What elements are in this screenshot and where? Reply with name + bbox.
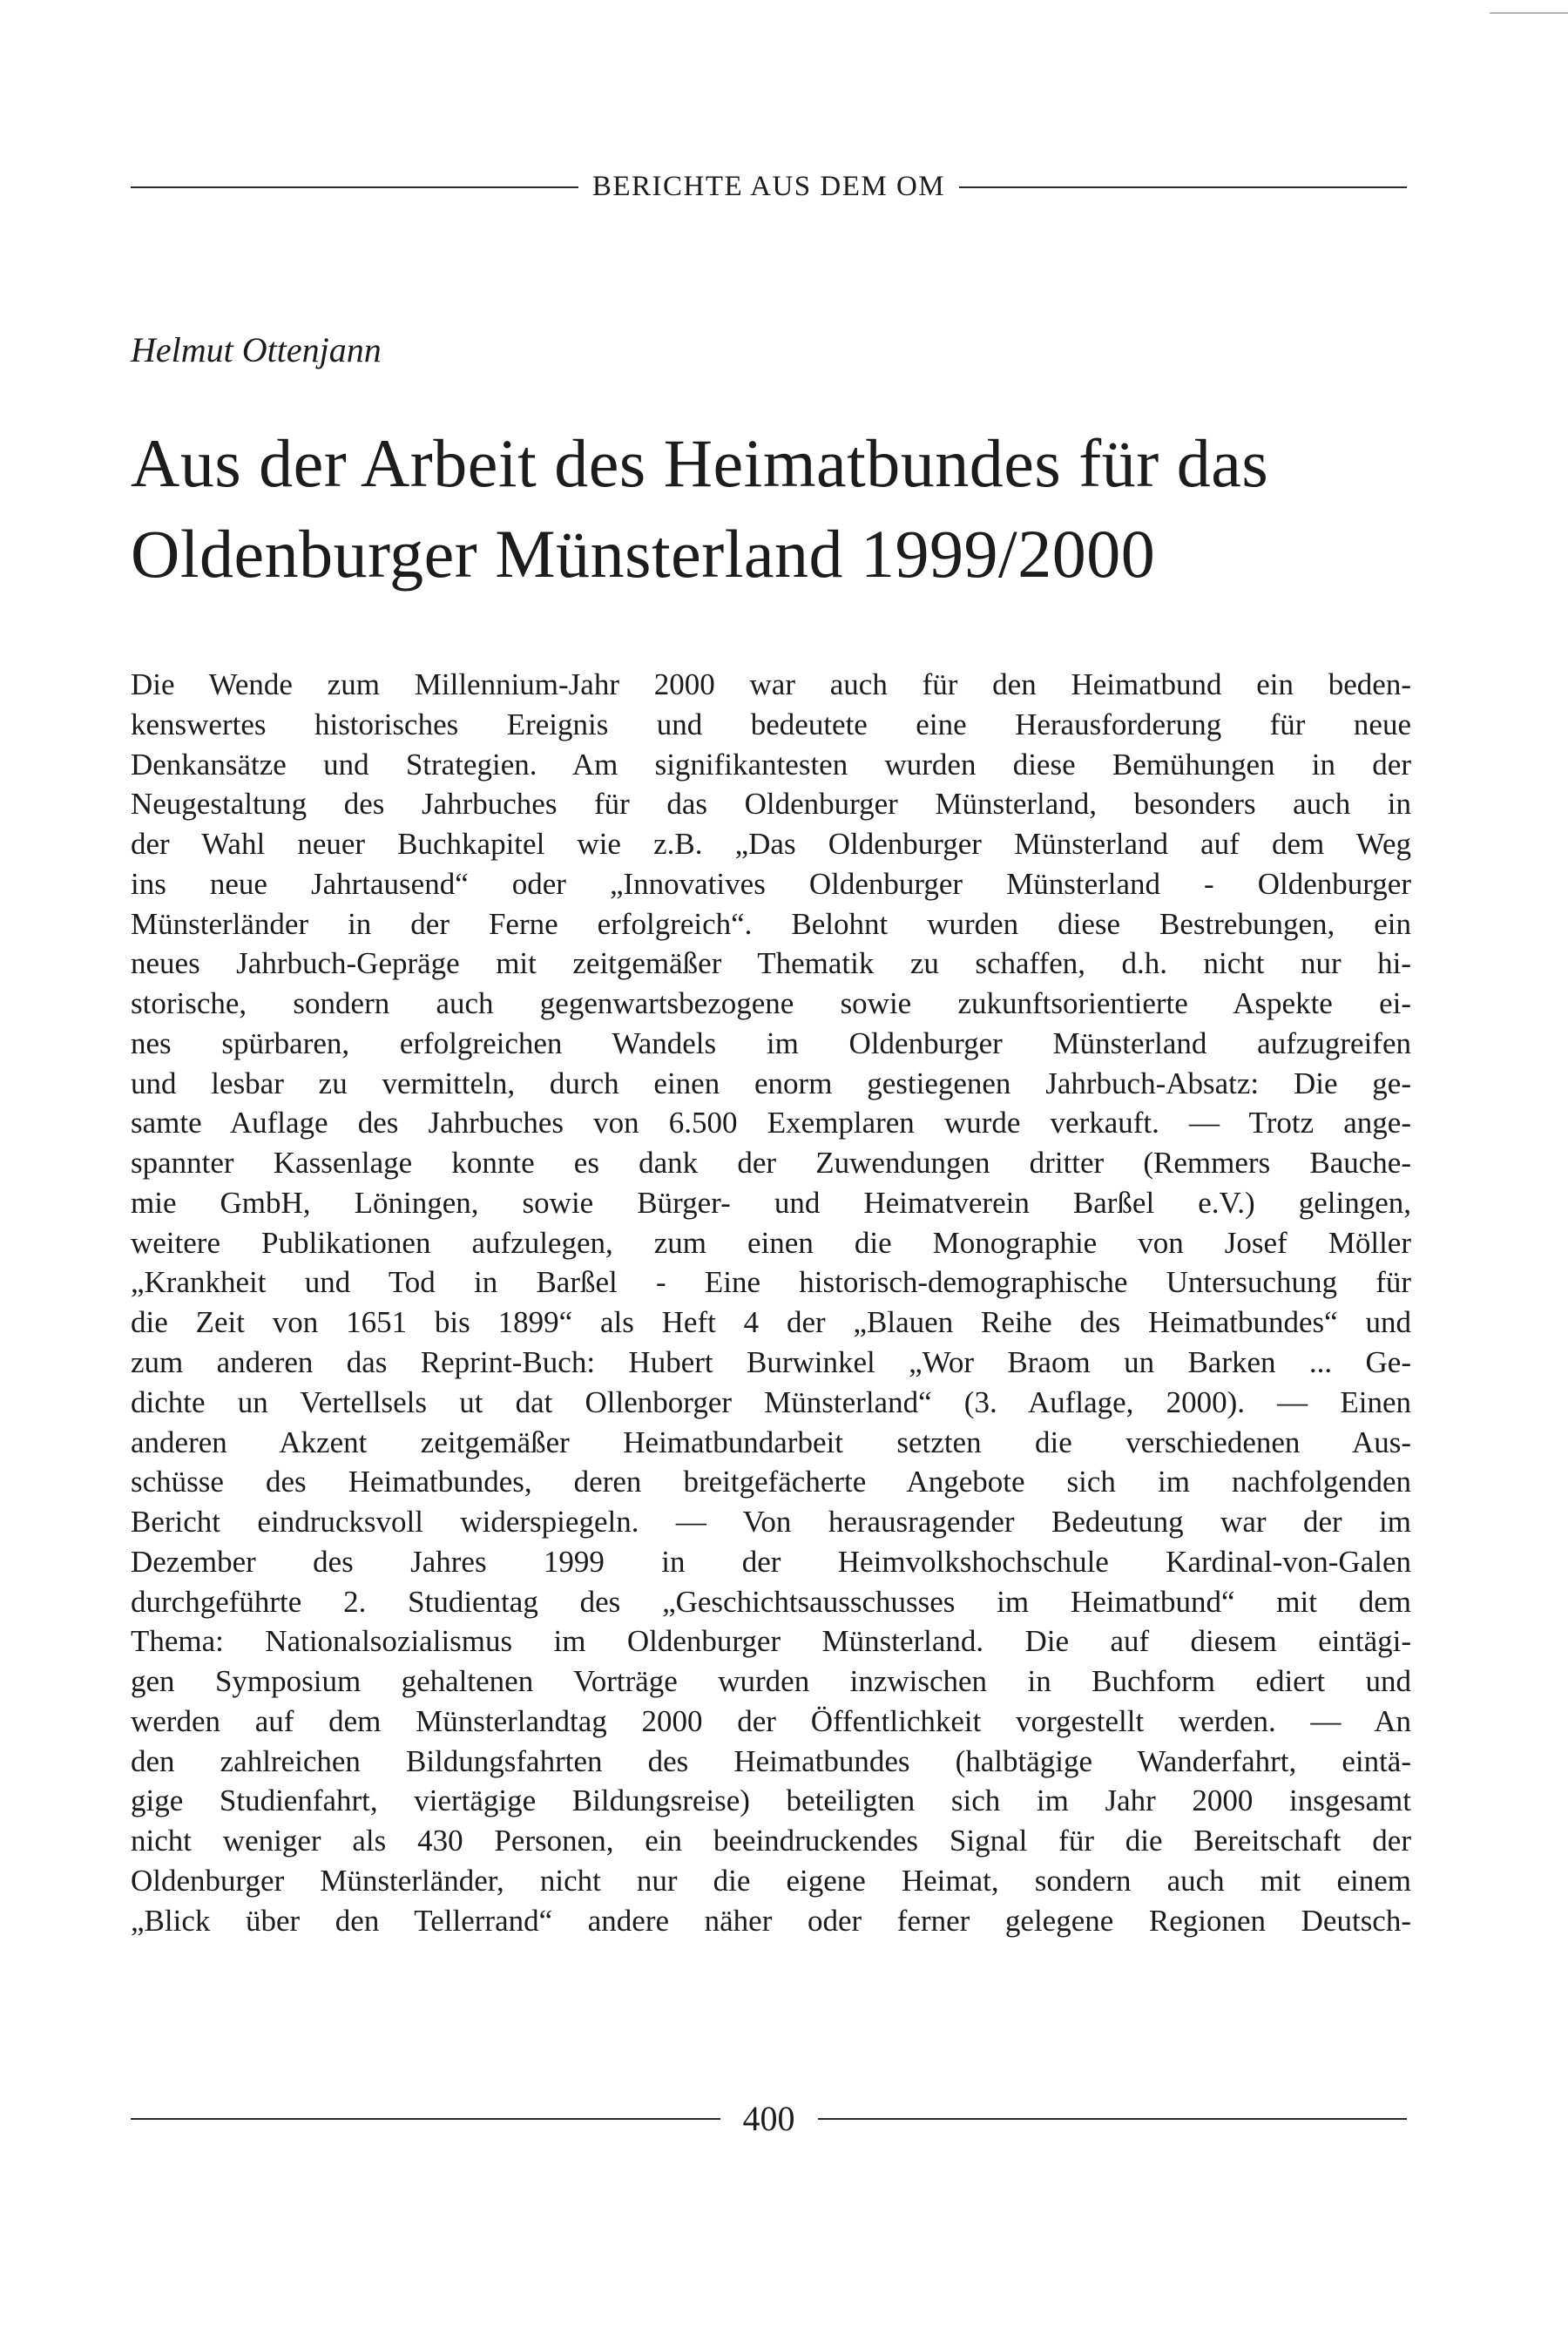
body-text-line: Münsterländer in der Ferne erfolgreich“. Belohnt wurden diese Bestrebungen, ein	[131, 906, 1411, 941]
running-head-text: BERICHTE AUS DEM OM	[591, 171, 946, 202]
body-text-line: Denkansätze und Strategien. Am signifikantesten wurden diese Bemühungen in der	[131, 747, 1411, 782]
article-author: Helmut Ottenjann	[131, 330, 382, 369]
body-text-line: Oldenburger Münsterländer, nicht nur die eigene Heimat, sondern auch mit einem	[131, 1863, 1411, 1898]
page-footer	[131, 2098, 1407, 2139]
article-title-line: Oldenburger Münsterland 1999/2000	[131, 516, 1156, 592]
body-text-line: neues Jahrbuch-Gepräge mit zeitgemäßer Thematik zu schaffen, d.h. nicht nur hi-	[131, 946, 1411, 981]
body-text-line: mie GmbH, Löningen, sowie Bürger- und Heimatverein Barßel e.V.) gelingen,	[131, 1185, 1411, 1220]
body-text-line: Bericht eindrucksvoll widerspiegeln. — Von herausragender Bedeutung war der im	[131, 1505, 1411, 1540]
body-text-line: schüsse des Heimatbundes, deren breitgefächerte Angebote sich im nachfolgenden	[131, 1465, 1411, 1499]
body-text-line: der Wahl neuer Buchkapitel wie z.B. „Das Oldenburger Münsterland auf dem Weg	[131, 827, 1411, 862]
body-text-line: weitere Publikationen aufzulegen, zum einen die Monographie von Josef Möller	[131, 1225, 1411, 1260]
body-text-line: samte Auflage des Jahrbuches von 6.500 Exemplaren wurde verkauft. — Trotz ange-	[131, 1106, 1411, 1140]
footer-rule-left	[131, 2118, 720, 2120]
body-text-line: „Krankheit und Tod in Barßel - Eine historisch-demographische Untersuchung für	[131, 1265, 1411, 1300]
body-text-line: dichte un Vertellsels ut dat Ollenborger Münsterland“ (3. Auflage, 2000). — Einen	[131, 1384, 1411, 1419]
running-head-rule-right	[959, 186, 1407, 188]
body-text-line: zum anderen das Reprint-Buch: Hubert Burwinkel „Wor Braom un Barken ... Ge-	[131, 1345, 1411, 1380]
body-text-line: Thema: Nationalsozialismus im Oldenburger Münsterland. Die auf diesem eintägi-	[131, 1624, 1411, 1659]
body-text-line: anderen Akzent zeitgemäßer Heimatbundarbeit setzten die verschiedenen Aus-	[131, 1425, 1411, 1459]
body-text-line: den zahlreichen Bildungsfahrten des Heimatbundes (halbtägige Wanderfahrt, eintä-	[131, 1743, 1411, 1778]
body-text-line: ins neue Jahrtausend“ oder „Innovatives Oldenburger Münsterland - Oldenburger	[131, 866, 1411, 901]
body-text-line: nes spürbaren, erfolgreichen Wandels im Oldenburger Münsterland aufzugreifen	[131, 1025, 1411, 1060]
article-title	[131, 418, 1411, 599]
scan-edge-mark	[1490, 12, 1568, 14]
body-text-line: kenswertes historisches Ereignis und bedeutete eine Herausforderung für neue	[131, 707, 1411, 741]
body-text-line: Dezember des Jahres 1999 in der Heimvolkshochschule Kardinal-von-Galen	[131, 1544, 1411, 1579]
running-head-rule-left	[131, 186, 578, 188]
body-text-line: gige Studienfahrt, viertägige Bildungsreise) beteiligten sich im Jahr 2000 insgesamt	[131, 1783, 1411, 1818]
body-text-line: und lesbar zu vermitteln, durch einen enorm gestiegenen Jahrbuch-Absatz: Die ge-	[131, 1066, 1411, 1100]
body-text-line: storische, sondern auch gegenwartsbezogene sowie zukunftsorientierte Aspekte ei-	[131, 986, 1411, 1021]
page-number: 400	[742, 2099, 795, 2138]
body-text-line: „Blick über den Tellerrand“ andere näher oder ferner gelegene Regionen Deutsch-	[131, 1903, 1411, 1938]
body-text-line: Neugestaltung des Jahrbuches für das Oldenburger Münsterland, besonders auch in	[131, 787, 1411, 822]
body-text-line: spannter Kassenlage konnte es dank der Zuwendungen dritter (Remmers Bauche-	[131, 1146, 1411, 1181]
body-text-line: Die Wende zum Millennium-Jahr 2000 war auch für den Heimatbund ein beden-	[131, 667, 1411, 701]
body-text-line: werden auf dem Münsterlandtag 2000 der Öffentlichkeit vorgestellt werden. — An	[131, 1703, 1411, 1738]
article-body	[131, 665, 1411, 1941]
body-text-line: die Zeit von 1651 bis 1899“ als Heft 4 der „Blauen Reihe des Heimatbundes“ und	[131, 1305, 1411, 1340]
article-title-line: Aus der Arbeit des Heimatbundes für das	[131, 425, 1269, 501]
body-text-line: durchgeführte 2. Studientag des „Geschichtsausschusses im Heimatbund“ mit dem	[131, 1584, 1411, 1619]
body-text-line: nicht weniger als 430 Personen, ein beeindruckendes Signal für die Bereitschaft der	[131, 1824, 1411, 1858]
running-head	[131, 171, 1407, 203]
footer-rule-right	[818, 2118, 1408, 2120]
body-text-line: gen Symposium gehaltenen Vorträge wurden inzwischen in Buchform ediert und	[131, 1664, 1411, 1699]
